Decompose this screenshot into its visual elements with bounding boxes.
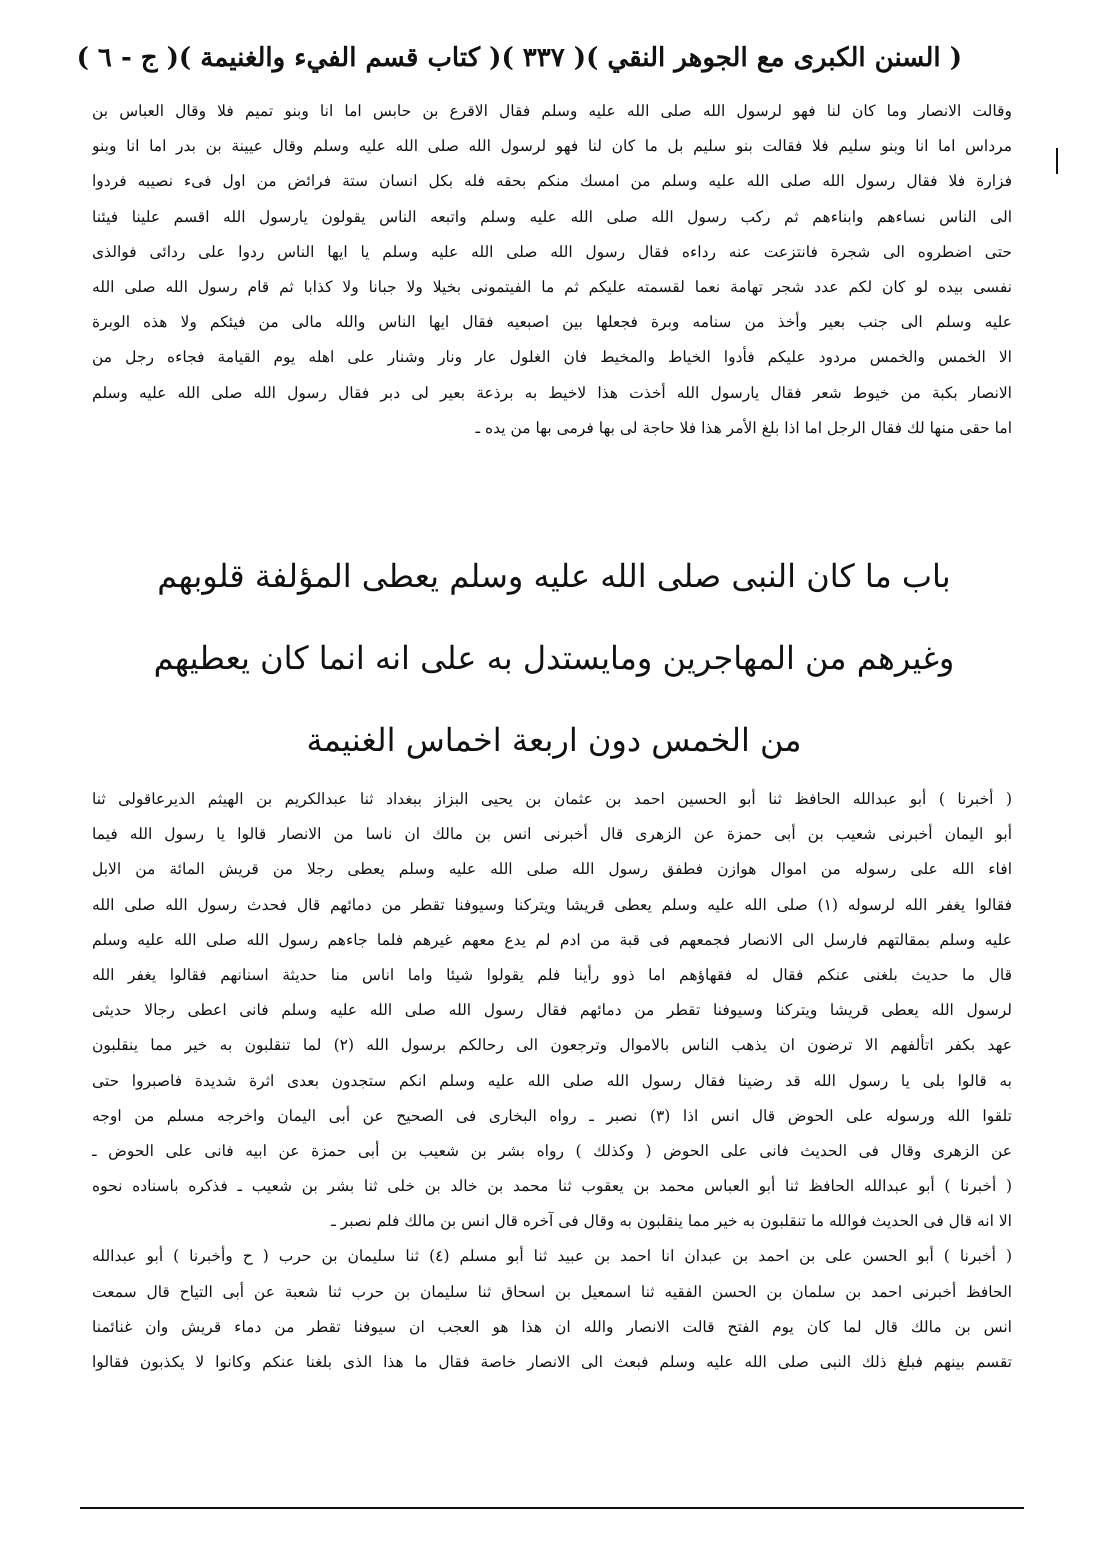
margin-mark xyxy=(1056,148,1058,174)
chapter-heading-line: وغيرهم من المهاجرين ومايستدل به على انه انما كان يعطيهم xyxy=(153,639,955,677)
chapter-heading-line: من الخمس دون اربعة اخماس الغنيمة xyxy=(306,721,802,759)
text-line: افاء الله على رسوله من اموال هوازن فطفق رسول الله صلى الله عليه وسلم يعطى رجلا من قريش المائة من الابل xyxy=(92,860,1012,879)
header-chapter-title: ( كتاب قسم الفيء والغنيمة ) xyxy=(178,43,502,73)
text-line: ( أخبرنا ) أبو الحسن على بن احمد بن عبدان انا احمد بن عبيد ثنا أبو مسلم (٤) ثنا سليمان بن حرب ( ح وأخبرنا ) أبو عبدالله xyxy=(92,1247,1012,1266)
text-line: حتى اضطروه الى شجرة فانتزعت عنه رداءه فقال رسول الله صلى الله عليه وسلم يا ايها الناس ردوا على ردائى فوالذى xyxy=(92,242,1012,261)
text-line: نفسى بيده لو كان لكم عدد شجر تهامة نعما لقسمته عليكم ثم ما الفيتمونى بخيلا ولا جبانا ولا كذابا ثم قام رسول الله صلى الله xyxy=(92,277,1012,296)
passage-2 xyxy=(92,782,1012,1380)
text-line: تلقوا الله ورسوله على الحوض قال انس اذا (٣) نصبر ـ رواه البخارى فى الصحيح عن أبى اليمان واخرجه مسلم من اوجه xyxy=(92,1106,1012,1125)
text-line: الانصار بكبة من خيوط شعر فقال يارسول الله أخذت هذا لاخيط به برذعة بعير لى دبر فقال رسول الله صلى الله عليه وسلم xyxy=(92,383,1012,402)
running-header xyxy=(76,36,962,80)
text-line: فقالوا يغفر الله لرسوله (١) صلى الله عليه وسلم يعطى قريشا ويتركنا وسيوفنا تقطر من دمائهم قال فحدث رسول الله صلى الله xyxy=(92,895,1012,914)
text-line: فزارة فلا فقال رسول الله صلى الله عليه وسلم من امسك منكم بحقه فله بكل انسان ستة فرائض من اول فىء نصيبه فردوا xyxy=(92,172,1012,191)
text-line: قال ما حديث بلغنى عنكم فقال له فقهاؤهم اما ذوو رأينا فلم يقولوا شيئا واما اناس منا حديثة اسنانهم فقالوا يغفر الله xyxy=(92,965,1012,984)
header-page-number: ( ٣٣٧ ) xyxy=(501,43,587,73)
text-line: وقالت الانصار وما كان لنا فهو لرسول الله صلى الله عليه وسلم فقال الاقرع بن حابس اما انا وبنو تميم فلا وقال العباس بن xyxy=(92,102,1012,120)
header-book-title: ( السنن الكبرى مع الجوهر النقي ) xyxy=(586,43,962,73)
text-line: ( أخبرنا ) أبو عبدالله الحافظ ثنا أبو العباس محمد بن يعقوب ثنا محمد بن خالد بن خلى ثنا بشر بن شعيب ـ فذكره باسناده نحوه xyxy=(92,1177,1012,1196)
text-line: اما حقى منها لك فقال الرجل اما اذا بلغ الأمر هذا فلا حاجة لى بها فرمى بها من يده ـ xyxy=(475,418,1012,437)
text-line: أبو اليمان أخبرنى شعيب بن أبى حمزة عن الزهرى قال أخبرنى انس بن مالك ان ناسا من الانصار قالوا يا رسول الله فيما xyxy=(92,825,1012,844)
text-line: لرسول الله يعطى قريشا ويتركنا وسيوفنا تقطر من دمائهم فقال رسول الله صلى الله عليه وسلم فانى اعطى رجالا حديثى xyxy=(92,1001,1012,1020)
text-line: الحافظ أخبرنى احمد بن سلمان بن الحسن الفقيه ثنا اسمعيل بن اسحاق ثنا سليمان بن حرب ثنا شعبة عن أبى التياح قال سمعت xyxy=(92,1282,1012,1301)
text-line: عن الزهرى وقال فى الحديث فانى على الحوض ( وكذلك ) رواه بشر بن شعيب بن أبى حمزة عن ابيه فانى على الحوض ـ xyxy=(92,1141,1012,1160)
text-line: الى الناس نساءهم وابناءهم ثم ركب رسول الله صلى الله عليه وسلم واتبعه الناس يقولون يارسول الله اقسم علينا فيئنا xyxy=(92,207,1012,226)
text-line: عليه وسلم الى جنب بعير وأخذ من سنامه وبرة فجعلها بين اصبعيه فقال ايها الناس والله مالى من فيئكم ولا هذه الوبرة xyxy=(92,313,1012,332)
footer-rule xyxy=(80,1507,1024,1509)
chapter-heading xyxy=(144,535,964,781)
text-line: عليه وسلم بمقالتهم فارسل الى الانصار فجمعهم فى قبة من ادم لم يدع معهم غيرهم فلما جاءهم رسول الله صلى الله عليه وسلم xyxy=(92,930,1012,949)
text-line: ( أخبرنا ) أبو عبدالله الحافظ ثنا أبو الحسين احمد بن عثمان بن يحيى البزاز ببغداد ثنا عبدالكريم بن الهيثم الديرعاقولى ثنا xyxy=(92,790,1012,808)
text-line: تقسم بينهم فبلغ ذلك النبى صلى الله عليه وسلم فبعث الى الانصار خاصة فقال ما هذا الذى بلغنا عنكم وكانوا لا يكذبون فقالوا xyxy=(92,1353,1012,1371)
passage-1 xyxy=(92,94,1012,446)
text-line: به قالوا بلى يا رسول الله قد رضينا فقال رسول الله صلى الله عليه وسلم انكم ستجدون بعدى اثرة شديدة فاصبروا حتى xyxy=(92,1071,1012,1090)
text-line: انس بن مالك قال لما كان يوم الفتح قالت الانصار والله ان هذا هو العجب ان سيوفنا تقطر من دماء قريش وان غنائمنا xyxy=(92,1317,1012,1336)
text-line: مرداس اما انا وبنو سليم فلا فقالت بنو سليم بل ما كان لنا فهو لرسول الله صلى الله عليه وسلم وقال عيينة بن بدر اما انا وبنو xyxy=(92,137,1012,156)
text-line: الا انه قال فى الحديث فوالله ما تنقلبون به خير مما ينقلبون به وقال فى آخره قال انس بن مالك فلم نصبر ـ xyxy=(331,1212,1012,1231)
text-line: الا الخمس والخمس مردود عليكم فأدوا الخياط والمخيط فان الغلول عار ونار وشنار على اهله يوم القيامة فجاءه رجل من xyxy=(92,348,1012,367)
text-line: عهد بكفر اتألفهم الا ترضون ان يذهب الناس بالاموال وترجعون الى رحالكم برسول الله (٢) لما تنقلبون به خير مما ينقلبون xyxy=(92,1036,1012,1055)
header-volume: ( ج - ٦ ) xyxy=(76,43,179,73)
chapter-heading-line: باب ما كان النبى صلى الله عليه وسلم يعطى المؤلفة قلوبهم xyxy=(157,557,951,595)
